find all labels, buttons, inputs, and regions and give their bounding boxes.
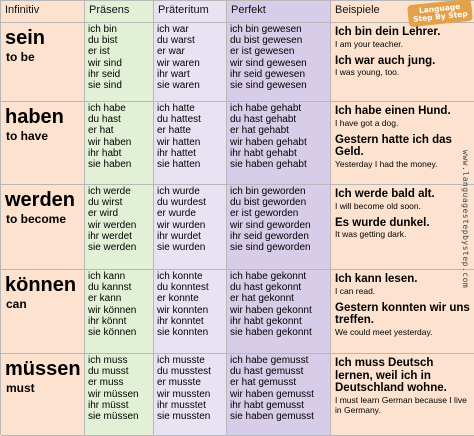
infinitive-cell (1, 185, 85, 270)
praesens-form: er wird (88, 208, 119, 220)
praesens-form: ich kann (88, 271, 126, 282)
praesens-form: wir können (88, 304, 137, 316)
perfekt-form: er ist geworden (230, 208, 299, 220)
praesens-form: ich bin (88, 24, 117, 35)
perfekt-cell (227, 185, 331, 270)
perfekt-form: ich habe gemusst (230, 355, 309, 366)
praesens-form: sie sind (88, 79, 122, 91)
example-german: Ich war auch jung. (335, 54, 436, 67)
praesens-form: er muss (88, 377, 124, 389)
infinitive-cell (1, 270, 85, 354)
praeteritum-form: wir hatten (157, 136, 201, 148)
example-english: Yesterday I had the money. (335, 158, 438, 169)
praesens-cell (85, 102, 154, 185)
perfekt-form: wir haben gemusst (230, 388, 314, 400)
language-step-by-step-logo: Language Step By Step (407, 0, 473, 27)
praesens-form: ich habe (88, 103, 126, 114)
praeteritum-form: wir mussten (157, 388, 211, 400)
examples-cell (331, 23, 474, 102)
praesens-form: du bist (88, 35, 118, 47)
perfekt-form: wir haben gehabt (230, 136, 307, 148)
perfekt-form: du bist geworden (230, 197, 307, 209)
perfekt-form: sie sind geworden (230, 241, 311, 253)
praesens-form: du kannst (88, 282, 132, 294)
verb-infinitive: sein (5, 27, 46, 49)
examples-cell (331, 185, 474, 270)
praeteritum-form: sie wurden (157, 241, 206, 253)
praesens-form: du hast (88, 114, 121, 126)
examples-cell (331, 354, 474, 436)
praesens-form: er hat (88, 125, 114, 137)
example-english: We could meet yesterday. (335, 326, 433, 337)
perfekt-form: sie sind gewesen (230, 79, 307, 91)
perfekt-form: wir sind gewesen (230, 57, 307, 69)
perfekt-form: er hat gekonnt (230, 293, 294, 305)
praeteritum-form: ich musste (157, 355, 205, 366)
perfekt-form: ihr habt gemusst (230, 399, 304, 411)
praeteritum-form: er war (157, 46, 185, 58)
praeteritum-form: ihr wart (157, 68, 190, 80)
praeteritum-form: du wurdest (157, 197, 206, 209)
praeteritum-cell (154, 102, 227, 185)
praeteritum-form: sie konnten (157, 326, 209, 338)
infinitive-cell (1, 354, 85, 436)
praesens-form: du musst (88, 366, 129, 378)
praeteritum-form: du konntest (157, 282, 209, 294)
praesens-form: sie haben (88, 158, 132, 170)
example-german: Ich muss Deutsch lernen, weil ich in Deutschland wohne. (335, 357, 447, 394)
example-german: Ich habe einen Hund. (335, 105, 451, 117)
verb-english: to be (6, 50, 35, 64)
praeteritum-form: er konnte (157, 293, 199, 305)
praesens-form: ihr könnt (88, 315, 127, 327)
infinitive-cell (1, 102, 85, 185)
praeteritum-form: ich wurde (157, 186, 200, 197)
praeteritum-form: ihr musstet (157, 399, 206, 411)
praeteritum-form: wir konnten (157, 304, 209, 316)
perfekt-form: ihr seid gewesen (230, 68, 306, 80)
praeteritum-form: ihr konntet (157, 315, 204, 327)
header-beispiele: Beispiele (331, 1, 474, 23)
example-english: I have got a dog. (335, 117, 399, 128)
perfekt-form: ihr habt gekonnt (230, 315, 302, 327)
perfekt-cell (227, 270, 331, 354)
praeteritum-form: du hattest (157, 114, 201, 126)
verb-english: must (6, 381, 35, 395)
perfekt-form: ihr seid geworden (230, 230, 309, 242)
praeteritum-cell (154, 185, 227, 270)
header-perfekt: Perfekt (227, 1, 331, 23)
perfekt-form: du hast gemusst (230, 366, 304, 378)
examples-cell (331, 102, 474, 185)
perfekt-form: du hast gehabt (230, 114, 297, 126)
praesens-form: ihr seid (88, 68, 121, 80)
praesens-form: wir müssen (88, 388, 139, 400)
praesens-form: sie müssen (88, 410, 139, 422)
perfekt-form: wir sind geworden (230, 219, 311, 231)
example-english: I was young, too. (335, 67, 400, 77)
perfekt-form: sie haben gemusst (230, 410, 314, 422)
praeteritum-cell (154, 23, 227, 102)
example-german: Gestern konnten wir uns treffen. (335, 301, 470, 326)
perfekt-cell (227, 102, 331, 185)
praeteritum-form: du warst (157, 35, 195, 47)
example-english: I must learn German because I live in Germany. (335, 394, 467, 415)
website-watermark: www.languagestepbystep.com (461, 150, 470, 289)
verb-infinitive: werden (5, 189, 76, 211)
praeteritum-form: du musstest (157, 366, 211, 378)
header-praeteritum: Präteritum (154, 1, 227, 23)
praeteritum-form: sie mussten (157, 410, 211, 422)
praesens-form: sie können (88, 326, 137, 338)
praesens-form: er kann (88, 293, 122, 305)
praesens-form: er ist (88, 46, 110, 58)
praesens-form: ich muss (88, 355, 128, 366)
praeteritum-cell (154, 354, 227, 436)
praeteritum-form: wir waren (157, 57, 200, 69)
praesens-cell (85, 185, 154, 270)
verb-infinitive: können (5, 274, 77, 296)
praeteritum-form: er musste (157, 377, 201, 389)
perfekt-form: sie haben gehabt (230, 158, 307, 170)
verb-infinitive: haben (5, 106, 64, 128)
infinitive-cell (1, 23, 85, 102)
perfekt-form: er hat gehabt (230, 125, 289, 137)
perfekt-form: du bist gewesen (230, 35, 303, 47)
praesens-form: ihr habt (88, 147, 122, 159)
praesens-form: ihr müsst (88, 399, 129, 411)
perfekt-form: ich bin gewesen (230, 24, 302, 35)
praeteritum-form: ihr hattet (157, 147, 196, 159)
example-english: I will become old soon. (335, 200, 421, 211)
example-german: Gestern hatte ich das Geld. (335, 133, 452, 158)
perfekt-form: du hast gekonnt (230, 282, 302, 294)
example-german: Ich bin dein Lehrer. (335, 26, 441, 38)
perfekt-form: er ist gewesen (230, 46, 295, 58)
praeteritum-form: wir wurden (157, 219, 206, 231)
praesens-form: sie werden (88, 241, 137, 253)
verb-english: to become (6, 212, 67, 226)
example-german: Ich kann lesen. (335, 273, 418, 285)
praeteritum-form: sie hatten (157, 158, 201, 170)
header-praesens: Präsens (85, 1, 154, 23)
verb-infinitive: müssen (5, 358, 81, 380)
praeteritum-form: er wurde (157, 208, 196, 220)
perfekt-form: ich habe gekonnt (230, 271, 307, 282)
praesens-form: du wirst (88, 197, 123, 209)
perfekt-form: ich habe gehabt (230, 103, 302, 114)
example-english: I am your teacher. (335, 38, 404, 49)
praesens-cell (85, 23, 154, 102)
praesens-form: wir haben (88, 136, 132, 148)
praesens-cell (85, 270, 154, 354)
verb-english: can (6, 297, 27, 311)
example-english: I can read. (335, 285, 376, 296)
example-german: Ich werde bald alt. (335, 188, 435, 200)
praesens-form: wir werden (88, 219, 137, 231)
praeteritum-form: ich konnte (157, 271, 203, 282)
example-english: It was getting dark. (335, 229, 407, 239)
praesens-form: ich werde (88, 186, 131, 197)
example-german: Es wurde dunkel. (335, 216, 430, 229)
perfekt-cell (227, 23, 331, 102)
header-infinitiv: Infinitiv (1, 1, 85, 23)
praeteritum-form: ich war (157, 24, 189, 35)
perfekt-form: er hat gemusst (230, 377, 297, 389)
examples-cell (331, 270, 474, 354)
perfekt-form: ihr habt gehabt (230, 147, 297, 159)
praeteritum-form: sie waren (157, 79, 200, 91)
praeteritum-form: ich hatte (157, 103, 195, 114)
praesens-cell (85, 354, 154, 436)
perfekt-cell (227, 354, 331, 436)
praeteritum-cell (154, 270, 227, 354)
perfekt-form: wir haben gekonnt (230, 304, 312, 316)
verb-english: to have (6, 129, 49, 143)
praeteritum-form: ihr wurdet (157, 230, 201, 242)
perfekt-form: ich bin geworden (230, 186, 306, 197)
perfekt-form: sie haben gekonnt (230, 326, 312, 338)
praesens-form: wir sind (88, 57, 122, 69)
praesens-form: ihr werdet (88, 230, 132, 242)
praeteritum-form: er hatte (157, 125, 191, 137)
